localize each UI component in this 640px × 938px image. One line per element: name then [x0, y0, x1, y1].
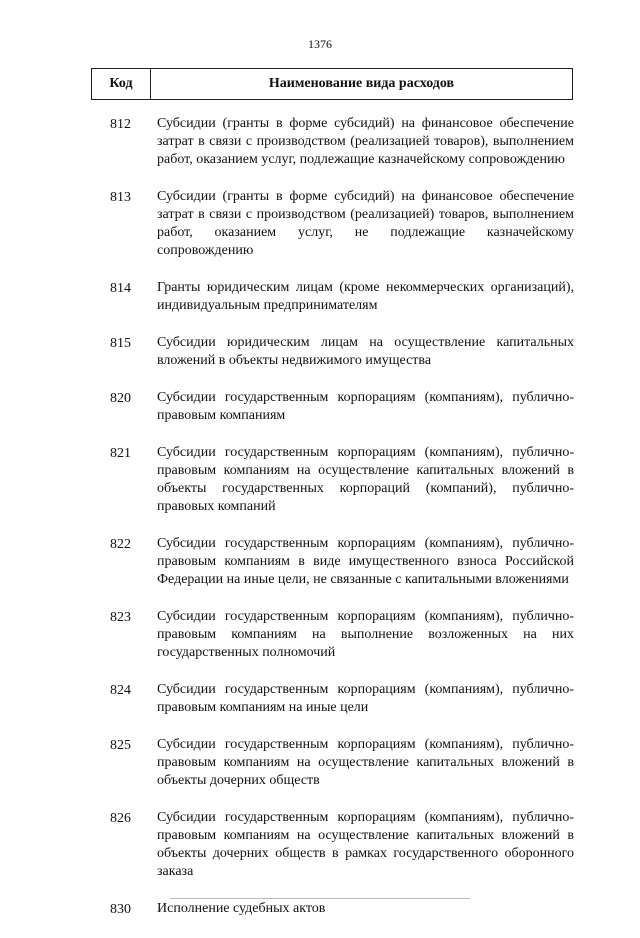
expense-code: 814	[110, 281, 131, 296]
expense-description: Субсидии (гранты в форме субсидий) на финансовое обеспечение затрат в связи с производством (реализацией) товаров, выполнением работ, оказанием услуг, не подлежащие казначейскому сопровождению	[157, 189, 574, 258]
expense-description: Субсидии государственным корпорациям (компаниям), публично-правовым компаниям на выполнение возложенных на них государственных полномочий	[157, 609, 574, 660]
bottom-edge-line	[170, 898, 470, 899]
list-item	[110, 334, 574, 370]
expense-code: 825	[110, 738, 131, 753]
table-header	[91, 68, 573, 100]
expense-code: 830	[110, 902, 131, 917]
expense-description: Субсидии государственным корпорациям (компаниям), публично-правовым компаниям	[157, 390, 574, 423]
list-item	[110, 188, 574, 260]
expense-description: Субсидии государственным корпорациям (компаниям), публично-правовым компаниям на осуществление капитальных вложений в объекты государственных корпораций (компаний), публично-правовых компаний	[157, 445, 574, 514]
list-item	[110, 115, 574, 169]
page-number: 1376	[308, 37, 332, 51]
expense-code: 812	[110, 117, 131, 132]
expense-code: 821	[110, 446, 131, 461]
header-name: Наименование вида расходов	[268, 76, 455, 91]
expense-code: 826	[110, 811, 131, 826]
list-item	[110, 279, 574, 315]
list-item	[110, 681, 574, 717]
expense-description: Субсидии государственным корпорациям (компаниям), публично-правовым компаниям на осуществление капитальных вложений в объекты дочерних обществ	[157, 737, 574, 788]
expense-description: Субсидии государственным корпорациям (компаниям), публично-правовым компаниям на иные цели	[157, 682, 574, 715]
expense-description: Субсидии (гранты в форме субсидий) на финансовое обеспечение затрат в связи с производством (реализацией товаров), выполнением работ, оказанием услуг, подлежащие казначейскому сопровождению	[157, 116, 574, 167]
expense-description: Субсидии государственным корпорациям (компаниям), публично-правовым компаниям на осуществление капитальных вложений в объекты дочерних обществ в рамках государственного оборонного заказа	[157, 810, 574, 879]
list-item	[110, 444, 574, 516]
expense-description: Субсидии юридическим лицам на осуществление капитальных вложений в объекты недвижимого имущества	[157, 335, 574, 368]
expense-code: 820	[110, 391, 131, 406]
list-item	[110, 389, 574, 425]
expense-code: 822	[110, 537, 131, 552]
list-item	[110, 736, 574, 790]
expense-description: Гранты юридическим лицам (кроме некоммерческих организаций), индивидуальным предпринимателям	[157, 280, 574, 313]
expense-description: Исполнение судебных актов	[157, 901, 326, 916]
expense-code: 815	[110, 336, 131, 351]
expense-code: 824	[110, 683, 131, 698]
expense-list	[110, 115, 574, 938]
expense-code: 813	[110, 190, 131, 205]
list-item	[110, 535, 574, 589]
header-code: Код	[92, 69, 151, 99]
expense-code: 823	[110, 610, 131, 625]
expense-description: Субсидии государственным корпорациям (компаниям), публично-правовым компаниям в виде имущественного взноса Российской Федерации на иные цели, не связанные с капитальными вложениями	[157, 536, 574, 587]
list-item	[110, 809, 574, 881]
list-item	[110, 900, 574, 919]
list-item	[110, 608, 574, 662]
